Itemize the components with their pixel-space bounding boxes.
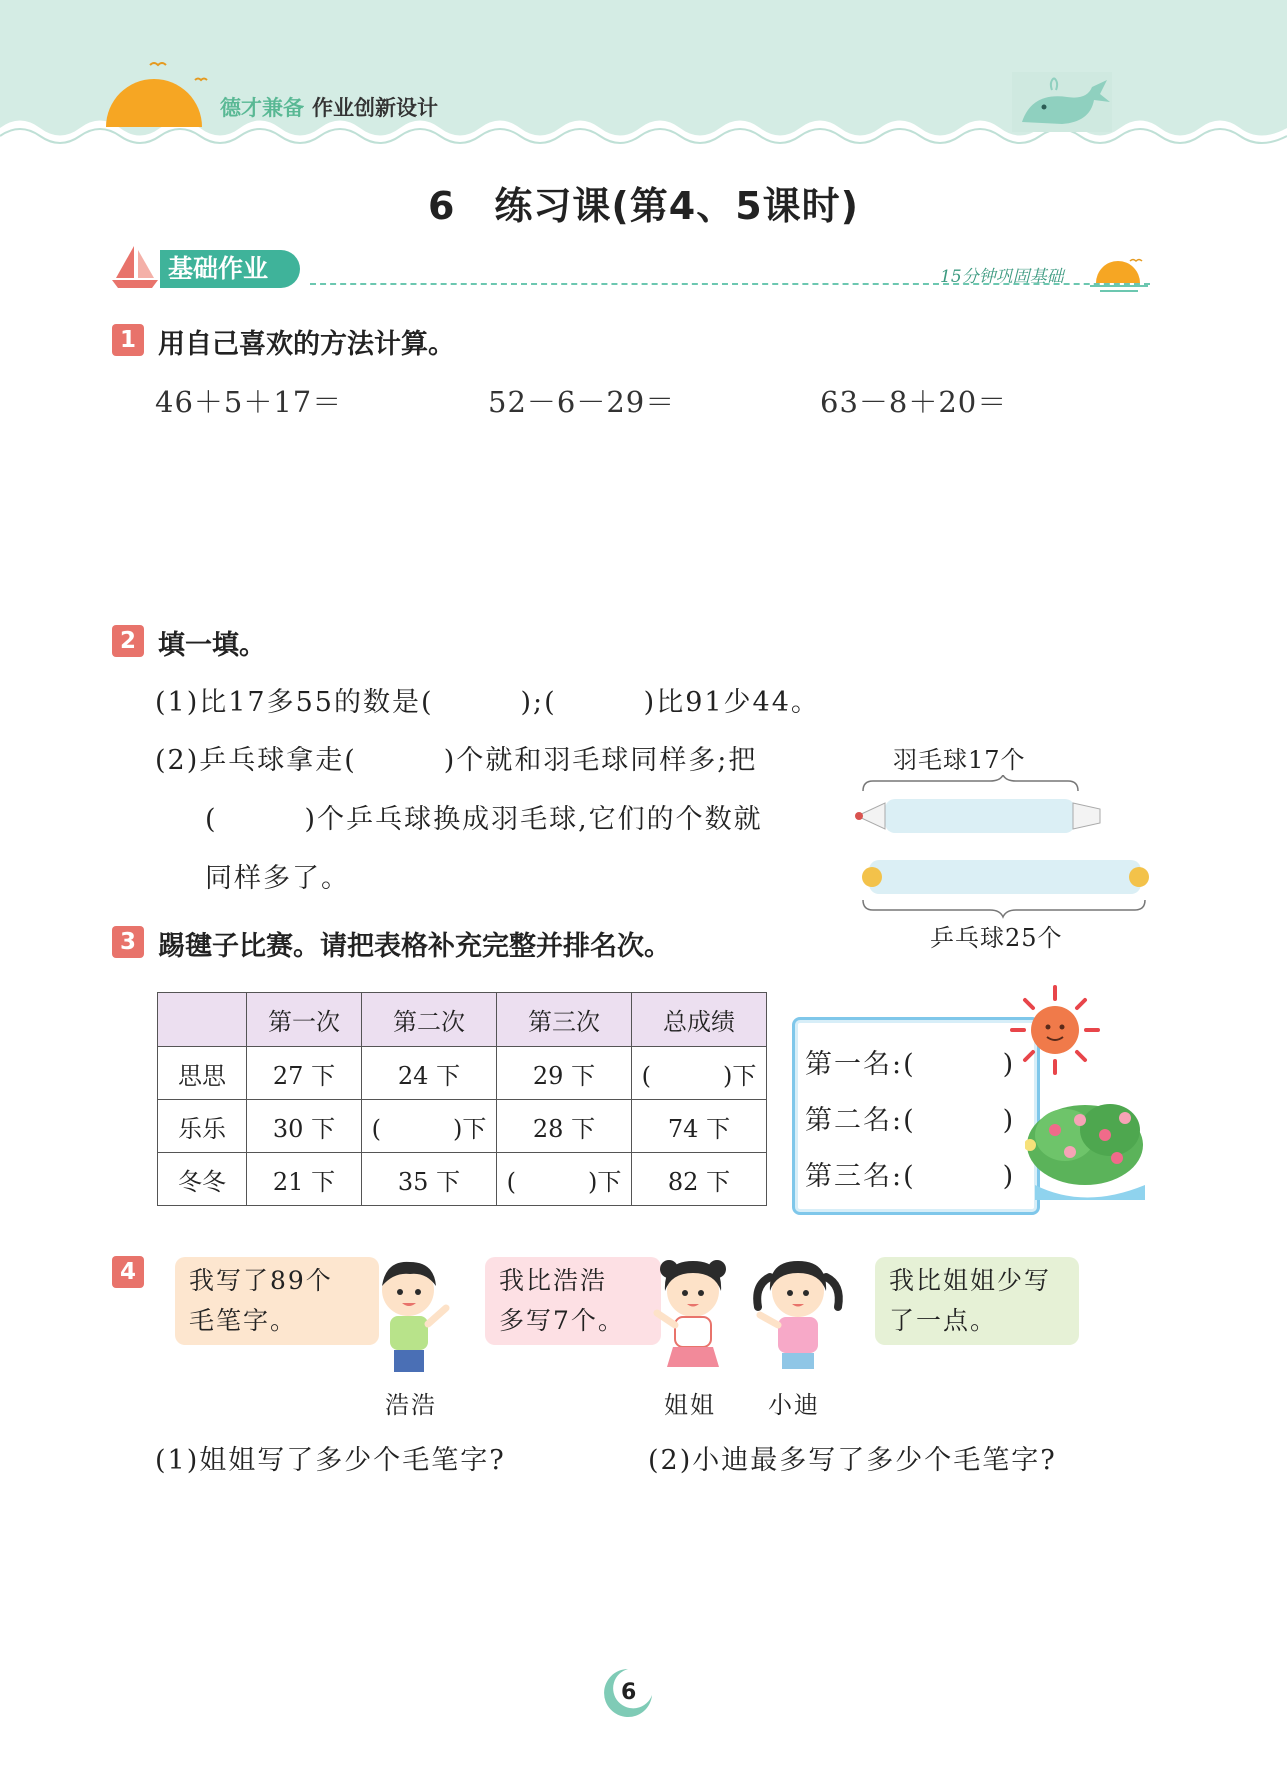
pingpong-right-icon bbox=[1129, 867, 1149, 887]
table-header-cell: 第二次 bbox=[362, 993, 497, 1047]
equation-3: 63－8＋20＝ bbox=[820, 385, 1008, 419]
question-4-part-2: (2)小迪最多写了多少个毛笔字? bbox=[648, 1445, 1057, 1476]
rank-first: 第一名:( ) bbox=[805, 1049, 1016, 1080]
ranking-box bbox=[792, 1017, 1040, 1215]
pingpong-label: 乒乓球25个 bbox=[930, 924, 1063, 952]
whale-icon bbox=[1012, 72, 1112, 132]
girl-sister-icon bbox=[645, 1255, 740, 1385]
boy-haohao-icon bbox=[366, 1258, 461, 1383]
rank-second: 第二名:( ) bbox=[805, 1105, 1016, 1136]
comparison-bar-diagram bbox=[855, 775, 1155, 935]
bubble-text: 我比姐姐少写 bbox=[889, 1266, 1052, 1295]
bubble-text: 毛笔字。 bbox=[189, 1306, 298, 1335]
shuttlecock-right-icon bbox=[1073, 803, 1100, 829]
table-cell: 82 下 bbox=[632, 1153, 767, 1206]
table-cell: ( )下 bbox=[632, 1047, 767, 1100]
question-2-part-2-line-1: (2)乒乓球拿走( )个就和羽毛球同样多;把 bbox=[155, 745, 758, 776]
table-cell: 30 下 bbox=[247, 1100, 362, 1153]
section-note: 15分钟巩固基础 bbox=[940, 267, 1064, 287]
speech-bubble-sister bbox=[485, 1257, 661, 1345]
name-haohao: 浩浩 bbox=[385, 1391, 437, 1419]
sailboat-icon bbox=[110, 242, 160, 290]
table-cell: 74 下 bbox=[632, 1100, 767, 1153]
table-header-cell bbox=[158, 993, 247, 1047]
question-1-title: 用自己喜欢的方法计算。 bbox=[158, 329, 455, 360]
badminton-label: 羽毛球17个 bbox=[893, 746, 1026, 774]
score-table bbox=[157, 992, 767, 1206]
table-cell: 27 下 bbox=[247, 1047, 362, 1100]
name-sister: 姐姐 bbox=[664, 1391, 716, 1419]
table-row bbox=[158, 1047, 767, 1100]
table-row bbox=[158, 1100, 767, 1153]
question-4-part-1: (1)姐姐写了多少个毛笔字? bbox=[155, 1445, 506, 1476]
question-2-part-1: (1)比17多55的数是( );( )比91少44。 bbox=[155, 687, 820, 718]
question-number-2: 2 bbox=[112, 625, 144, 657]
bubble-text: 我写了89个 bbox=[189, 1266, 333, 1295]
question-2-part-2-line-3: 同样多了。 bbox=[205, 863, 350, 894]
section-label: 基础作业 bbox=[160, 250, 300, 288]
question-3-title: 踢毽子比赛。请把表格补充完整并排名次。 bbox=[158, 931, 671, 962]
speech-bubble-haohao bbox=[175, 1257, 379, 1345]
brand-title bbox=[220, 92, 438, 122]
table-row bbox=[158, 1153, 767, 1206]
brand-name: 德才兼备 bbox=[220, 96, 304, 120]
table-cell: 冬冬 bbox=[158, 1153, 247, 1206]
page-title: 6 练习课(第4、5课时) bbox=[427, 184, 860, 228]
table-cell: 24 下 bbox=[362, 1047, 497, 1100]
table-cell: 35 下 bbox=[362, 1153, 497, 1206]
flower-bush-icon bbox=[1025, 1090, 1150, 1200]
pingpong-left-icon bbox=[862, 867, 882, 887]
speech-bubble-xiaodi bbox=[875, 1257, 1079, 1345]
table-header-cell: 第一次 bbox=[247, 993, 362, 1047]
equation-1: 46＋5＋17＝ bbox=[155, 385, 343, 419]
table-cell: ( )下 bbox=[362, 1100, 497, 1153]
table-cell: 思思 bbox=[158, 1047, 247, 1100]
table-header-cell: 总成绩 bbox=[632, 993, 767, 1047]
table-cell: 28 下 bbox=[497, 1100, 632, 1153]
sun-logo-icon bbox=[100, 55, 210, 135]
name-xiaodi: 小迪 bbox=[768, 1391, 820, 1419]
question-number-1: 1 bbox=[112, 324, 144, 356]
sunset-icon bbox=[1090, 255, 1150, 295]
bubble-text: 了一点。 bbox=[889, 1306, 998, 1335]
bubble-text: 多写7个。 bbox=[499, 1306, 625, 1335]
question-2-part-2-line-2: ( )个乒乓球换成羽毛球,它们的个数就 bbox=[205, 804, 763, 835]
table-cell: 21 下 bbox=[247, 1153, 362, 1206]
bubble-text: 我比浩浩 bbox=[499, 1266, 608, 1295]
question-number-4: 4 bbox=[112, 1256, 144, 1288]
rank-third: 第三名:( ) bbox=[805, 1161, 1016, 1192]
table-header-cell: 第三次 bbox=[497, 993, 632, 1047]
girl-xiaodi-icon bbox=[748, 1255, 848, 1385]
brand-subtitle: 作业创新设计 bbox=[312, 96, 438, 120]
shuttlecock-left-icon bbox=[855, 803, 885, 829]
table-cell: 29 下 bbox=[497, 1047, 632, 1100]
question-2-title: 填一填。 bbox=[158, 630, 266, 661]
equation-2: 52－6－29＝ bbox=[488, 385, 676, 419]
table-header-row bbox=[158, 993, 767, 1047]
sun-icon bbox=[1010, 985, 1100, 1075]
page-number: 6 bbox=[621, 1680, 637, 1705]
question-number-3: 3 bbox=[112, 926, 144, 958]
table-cell: 乐乐 bbox=[158, 1100, 247, 1153]
table-cell: ( )下 bbox=[497, 1153, 632, 1206]
